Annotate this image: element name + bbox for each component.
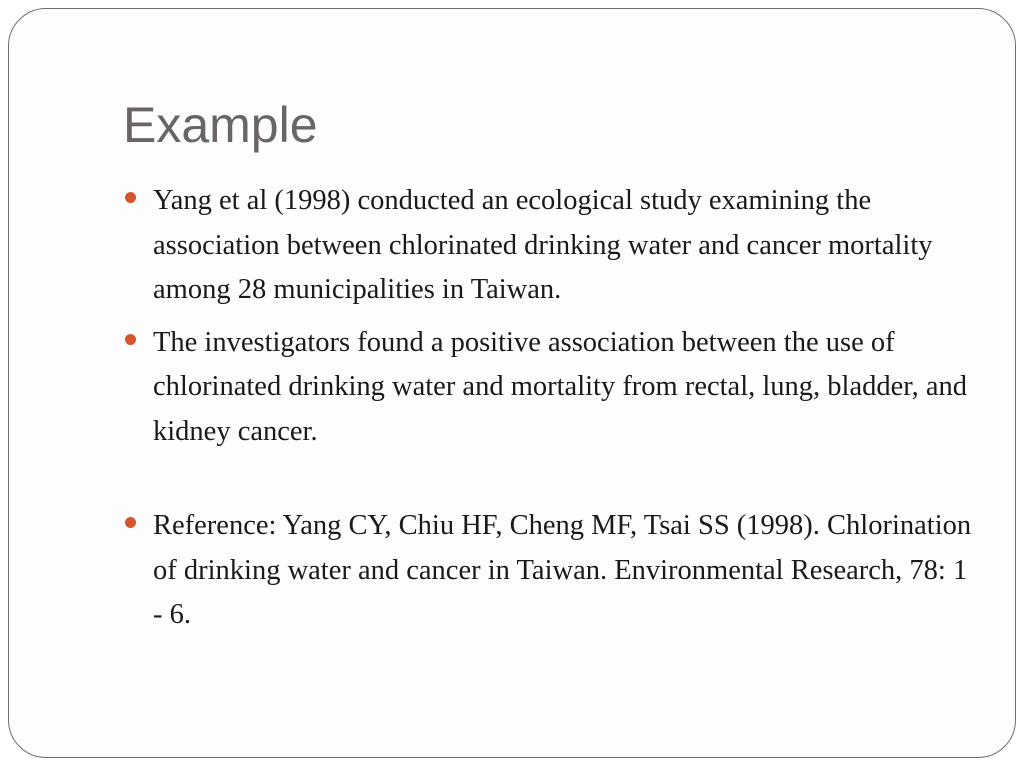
bullet-item: [123, 321, 973, 455]
bullet-item: [123, 179, 973, 313]
bullet-text: The investigators found a positive association between the use of chlorinated drinking water and mortality from rectal, lung, bladder, and kidney cancer.: [153, 326, 968, 447]
bullet-dot-icon: [125, 192, 136, 203]
bullet-dot-icon: [125, 334, 136, 345]
slide-title: Example: [123, 97, 318, 153]
reference-item: [123, 504, 973, 638]
reference-text: Reference: Yang CY, Chiu HF, Cheng MF, Tsai SS (1998). Chlorination of drinking water and cancer in Taiwan. Environmental Research, 78: 1 - 6.: [153, 510, 972, 630]
bullet-text: Yang et al (1998) conducted an ecological study examining the association between chlorinated drinking water and cancer mortality among 28 municipalities in Taiwan.: [153, 185, 933, 305]
bullet-list: [123, 179, 973, 646]
slide-frame: [8, 8, 1016, 758]
bullet-dot-icon: [125, 517, 136, 528]
